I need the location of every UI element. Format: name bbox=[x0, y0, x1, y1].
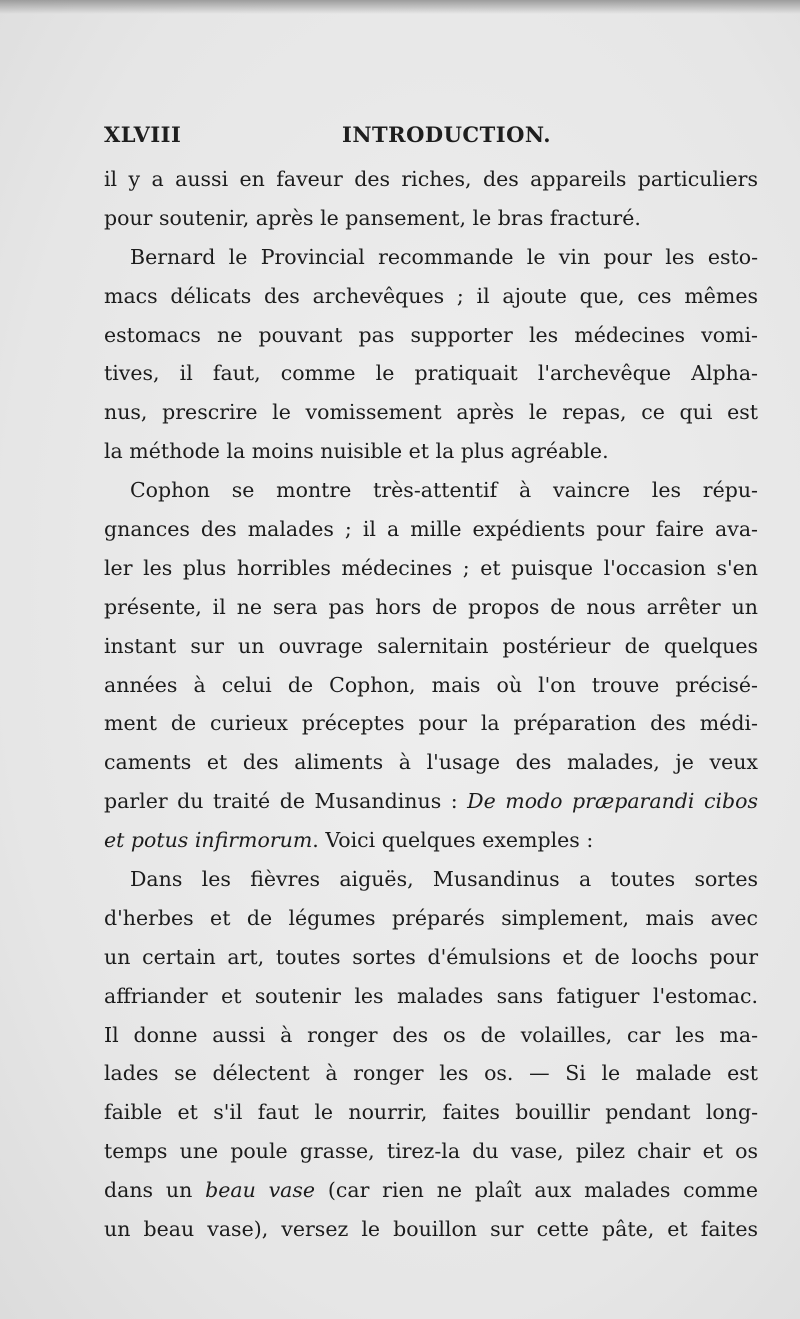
text-line-20: d'herbes et de légumes préparés simplement, mais avec bbox=[104, 905, 758, 930]
running-header bbox=[104, 122, 754, 152]
italic-title-segment: De modo præparandi cibos bbox=[467, 789, 759, 814]
text-line-12: présente, il ne sera pas hors de propos de nous arrêter un bbox=[104, 594, 758, 619]
text-line-28: un beau vase), versez le bouillon sur cette pâte, et faites bbox=[104, 1217, 758, 1242]
body-text bbox=[104, 160, 758, 1249]
italic-title-segment: et potus infirmorum bbox=[104, 828, 313, 853]
text-line-17 bbox=[104, 782, 758, 821]
text-line-13: instant sur un ouvrage salernitain postérieur de quelques bbox=[104, 633, 758, 658]
text-line-8: la méthode la moins nuisible et la plus agréable. bbox=[104, 439, 609, 464]
text-line-19: Dans les fièvres aiguës, Musandinus a toutes sortes bbox=[130, 867, 758, 892]
text-line-27 bbox=[104, 1171, 758, 1210]
text-line-14: années à celui de Cophon, mais où l'on trouve précisé- bbox=[104, 672, 758, 697]
text-line-15: ment de curieux préceptes pour la préparation des médi- bbox=[104, 711, 758, 736]
text-line-5: estomacs ne pouvant pas supporter les médecines vomi- bbox=[104, 322, 758, 347]
text-line-9: Cophon se montre très-attentif à vaincre les répu- bbox=[130, 478, 758, 503]
text-segment: parler du traité de Musandinus : bbox=[104, 789, 468, 814]
text-line-21: un certain art, toutes sortes d'émulsions et de loochs pour bbox=[104, 944, 758, 969]
text-line-1: il y a aussi en faveur des riches, des appareils particuliers bbox=[104, 167, 758, 191]
page-edge-shadow bbox=[0, 0, 800, 14]
text-line-16: caments et des aliments à l'usage des malades, je veux bbox=[104, 750, 758, 775]
text-line-2: pour soutenir, après le pansement, le bras fracturé. bbox=[104, 205, 641, 230]
text-segment: (car rien ne plaît aux malades comme bbox=[315, 1178, 758, 1203]
text-segment: . Voici quelques exemples : bbox=[312, 828, 594, 853]
text-segment: dans un bbox=[104, 1178, 206, 1203]
text-line-6: tives, il faut, comme le pratiquait l'archevêque Alpha- bbox=[104, 361, 758, 386]
text-line-11: ler les plus horribles médecines ; et puisque l'occasion s'en bbox=[104, 555, 758, 580]
text-line-23: Il donne aussi à ronger des os de volailles, car les ma- bbox=[104, 1022, 758, 1047]
text-line-10: gnances des malades ; il a mille expédients pour faire ava- bbox=[104, 517, 758, 542]
italic-segment: beau vase bbox=[205, 1178, 316, 1203]
text-line-25: faible et s'il faut le nourrir, faites bouillir pendant long- bbox=[104, 1100, 758, 1125]
text-line-24: lades se délectent à ronger les os. — Si le malade est bbox=[104, 1061, 758, 1086]
text-line-7: nus, prescrire le vomissement après le repas, ce qui est bbox=[104, 400, 758, 425]
running-title: INTRODUCTION. bbox=[342, 122, 552, 147]
text-line-3: Bernard le Provincial recommande le vin pour les esto- bbox=[130, 244, 758, 269]
text-line-18 bbox=[104, 821, 758, 860]
text-line-26: temps une poule grasse, tirez-la du vase, pilez chair et os bbox=[104, 1139, 758, 1164]
text-line-22: affriander et soutenir les malades sans fatiguer l'estomac. bbox=[104, 983, 758, 1008]
page-number: XLVIII bbox=[104, 122, 182, 147]
text-line-4: macs délicats des archevêques ; il ajoute que, ces mêmes bbox=[104, 283, 758, 308]
